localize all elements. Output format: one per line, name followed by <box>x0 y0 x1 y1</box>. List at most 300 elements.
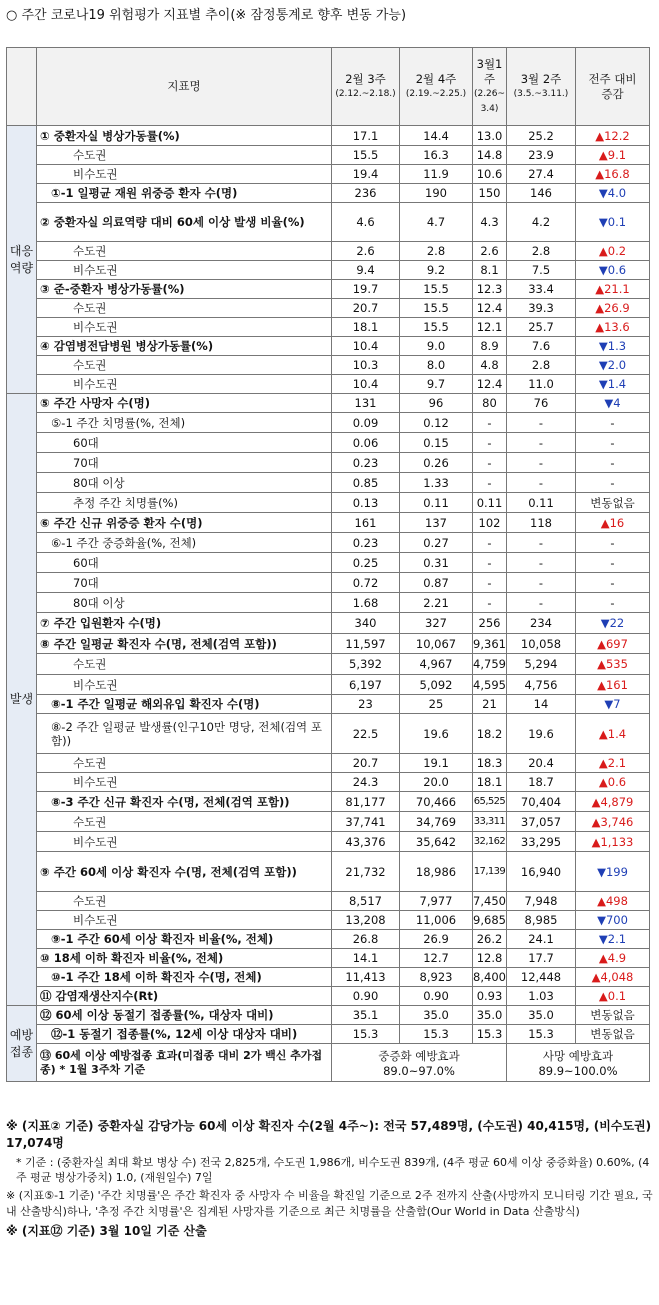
value-cell: 12.3 <box>473 280 507 299</box>
severe-prevention-title: 중증화 예방효과 <box>378 1048 460 1063</box>
value-cell: 7,450 <box>473 892 507 911</box>
value-cell: 18.7 <box>507 773 576 792</box>
value-cell: 26.2 <box>473 930 507 949</box>
value-cell: 150 <box>473 184 507 203</box>
value-cell: 70,466 <box>400 792 473 812</box>
change-cell: ▼0.6 <box>576 261 650 280</box>
table-row <box>7 533 650 553</box>
value-cell: 7,948 <box>507 892 576 911</box>
change-cell: ▲1.4 <box>576 714 650 754</box>
change-cell: 변동없음 <box>576 1006 650 1025</box>
value-cell: 1.03 <box>507 987 576 1006</box>
value-cell: 23.9 <box>507 146 576 165</box>
table-row <box>7 634 650 654</box>
change-cell: ▲697 <box>576 634 650 654</box>
value-cell: - <box>507 453 576 473</box>
value-cell: 4.2 <box>507 203 576 242</box>
value-cell: 11,597 <box>332 634 400 654</box>
value-cell: 7,977 <box>400 892 473 911</box>
value-cell: 12,448 <box>507 968 576 987</box>
value-cell: 256 <box>473 613 507 634</box>
table-row <box>7 553 650 573</box>
value-cell: 18.1 <box>332 318 400 337</box>
value-cell: 14.8 <box>473 146 507 165</box>
table-row <box>7 242 650 261</box>
change-cell: - <box>576 573 650 593</box>
value-cell: 20.7 <box>332 754 400 773</box>
row-label: ⑤ 주간 사망자 수(명) <box>37 394 332 413</box>
table-row <box>7 146 650 165</box>
value-cell: 2.6 <box>332 242 400 261</box>
value-cell: 15.3 <box>473 1025 507 1044</box>
change-cell: ▼7 <box>576 695 650 714</box>
value-cell: 19.6 <box>400 714 473 754</box>
value-cell: 1.33 <box>400 473 473 493</box>
value-cell: 39.3 <box>507 299 576 318</box>
value-cell: 80 <box>473 394 507 413</box>
value-cell: - <box>473 573 507 593</box>
value-cell: 5,392 <box>332 654 400 675</box>
value-cell: 146 <box>507 184 576 203</box>
row-label: 60대 <box>37 433 332 453</box>
table-row <box>7 1044 650 1082</box>
change-cell: 변동없음 <box>576 1025 650 1044</box>
note-fatality: ※ (지표⑤-1 기준) '주간 치명률'은 주간 확진자 중 사망자 수 비율을 확진일 기준으로 2주 전까지 산출(사망까지 모니터링 기간 필요, 국내 산출방식)하나, '추정 주간 치명률'은 집계된 사망자를 기준으로 최근 치명률을 산출함(Our World in Data 산출방식) <box>6 1189 653 1218</box>
value-cell: 0.11 <box>400 493 473 513</box>
value-cell: 21 <box>473 695 507 714</box>
value-cell: 12.4 <box>473 299 507 318</box>
value-cell: 0.90 <box>400 987 473 1006</box>
value-cell: - <box>473 553 507 573</box>
value-cell: 20.4 <box>507 754 576 773</box>
footnotes <box>6 1118 654 1243</box>
page-title: ○ 주간 코로나19 위험평가 지표별 추이(※ 잠정통계로 향후 변동 가능) <box>6 8 407 23</box>
value-cell: 9,685 <box>473 911 507 930</box>
table-row <box>7 261 650 280</box>
row-label: ⑨-1 주간 60세 이상 확진자 비율(%, 전체) <box>37 930 332 949</box>
value-cell: 0.23 <box>332 533 400 553</box>
value-cell: 81,177 <box>332 792 400 812</box>
table-row <box>7 413 650 433</box>
table-row <box>7 513 650 533</box>
change-cell: ▼22 <box>576 613 650 634</box>
value-cell: 6,197 <box>332 675 400 695</box>
value-cell: - <box>507 473 576 493</box>
category-occurrence: 발생 <box>7 394 37 1006</box>
row-label: ⑧-1 주간 일평균 해외유입 확진자 수(명) <box>37 695 332 714</box>
value-cell: 0.72 <box>332 573 400 593</box>
header-week-1: 2월 3주 (2.12.~2.18.) <box>332 48 400 126</box>
value-cell: 33,295 <box>507 832 576 852</box>
value-cell: 15.5 <box>400 318 473 337</box>
value-cell: 13,208 <box>332 911 400 930</box>
value-cell: 0.31 <box>400 553 473 573</box>
value-cell: 12.4 <box>473 375 507 394</box>
value-cell: 2.6 <box>473 242 507 261</box>
value-cell: 26.8 <box>332 930 400 949</box>
value-cell: 4,595 <box>473 675 507 695</box>
value-cell: 18.3 <box>473 754 507 773</box>
header-week-3: 3월1주 (2.26~3.4) <box>473 48 507 126</box>
value-cell: 15.5 <box>400 299 473 318</box>
value-cell: 25.7 <box>507 318 576 337</box>
change-cell: - <box>576 453 650 473</box>
note-criteria: * 기준 : (중환자실 최대 확보 병상 수) 전국 2,825개, 수도권 1,986개, 비수도권 839개, (4주 평균 60세 이상 중증화율) 0.60%, (4주 평균 병상가중치) 1.0, (재원일수) 7일 <box>16 1156 650 1184</box>
value-cell: 10,058 <box>507 634 576 654</box>
row-label: 수도권 <box>37 892 332 911</box>
value-cell: 25 <box>400 695 473 714</box>
value-cell: 161 <box>332 513 400 533</box>
value-cell: 15.5 <box>400 280 473 299</box>
change-cell: ▲12.2 <box>576 126 650 146</box>
value-cell: - <box>507 413 576 433</box>
table-row <box>7 832 650 852</box>
change-cell: ▲21.1 <box>576 280 650 299</box>
change-cell: ▲0.2 <box>576 242 650 261</box>
change-cell: - <box>576 553 650 573</box>
row-label: 수도권 <box>37 356 332 375</box>
value-cell: - <box>507 553 576 573</box>
value-cell: 18,986 <box>400 852 473 892</box>
table-row <box>7 930 650 949</box>
row-label: 60대 <box>37 553 332 573</box>
value-cell: 15.3 <box>507 1025 576 1044</box>
value-cell: 2.21 <box>400 593 473 613</box>
value-cell: 0.85 <box>332 473 400 493</box>
value-cell: 10.3 <box>332 356 400 375</box>
change-cell: ▼1.3 <box>576 337 650 356</box>
row-label: 비수도권 <box>37 375 332 394</box>
value-cell: - <box>507 593 576 613</box>
value-cell: 11,006 <box>400 911 473 930</box>
death-prevention-effect <box>507 1044 650 1082</box>
table-row <box>7 165 650 184</box>
value-cell: 11.0 <box>507 375 576 394</box>
change-cell: ▲0.6 <box>576 773 650 792</box>
value-cell: 0.11 <box>473 493 507 513</box>
value-cell: 0.15 <box>400 433 473 453</box>
row-label: ⑪ 감염재생산지수(Rt) <box>37 987 332 1006</box>
value-cell: 12.1 <box>473 318 507 337</box>
value-cell: 0.25 <box>332 553 400 573</box>
change-cell: ▼700 <box>576 911 650 930</box>
value-cell: 4.7 <box>400 203 473 242</box>
value-cell: - <box>507 533 576 553</box>
value-cell: 8.1 <box>473 261 507 280</box>
table-row <box>7 968 650 987</box>
value-cell: 15.5 <box>332 146 400 165</box>
value-cell: 16,940 <box>507 852 576 892</box>
row-label: ⑩-1 주간 18세 이하 확진자 수(명, 전체) <box>37 968 332 987</box>
value-cell: - <box>473 593 507 613</box>
row-label: 비수도권 <box>37 773 332 792</box>
value-cell: 4.6 <box>332 203 400 242</box>
table-row <box>7 473 650 493</box>
value-cell: 35,642 <box>400 832 473 852</box>
value-cell: - <box>473 413 507 433</box>
value-cell: 17,139 <box>473 852 507 892</box>
value-cell: - <box>473 453 507 473</box>
value-cell: 340 <box>332 613 400 634</box>
severe-prevention-effect <box>332 1044 507 1082</box>
category-vaccination: 예방 접종 <box>7 1006 37 1082</box>
header-indicator: 지표명 <box>37 48 332 126</box>
value-cell: 0.87 <box>400 573 473 593</box>
row-label: 비수도권 <box>37 675 332 695</box>
death-prevention-value: 89.9~100.0% <box>538 1063 618 1078</box>
change-cell: ▲1,133 <box>576 832 650 852</box>
value-cell: 0.26 <box>400 453 473 473</box>
value-cell: 13.0 <box>473 126 507 146</box>
value-cell: 2.8 <box>507 356 576 375</box>
table-row <box>7 433 650 453</box>
row-label: 비수도권 <box>37 911 332 930</box>
value-cell: 35.0 <box>507 1006 576 1025</box>
table-row <box>7 1006 650 1025</box>
row-label: 추정 주간 치명률(%) <box>37 493 332 513</box>
effect-row-label: ⑬ 60세 이상 예방접종 효과(미접종 대비 2가 백신 추가접종) * 1월 3주차 기준 <box>37 1044 332 1082</box>
value-cell: 12.7 <box>400 949 473 968</box>
table-row <box>7 318 650 337</box>
row-label: 비수도권 <box>37 165 332 184</box>
corner-cell <box>7 48 37 126</box>
change-cell: ▲13.6 <box>576 318 650 337</box>
death-prevention-title: 사망 예방효과 <box>542 1048 614 1063</box>
value-cell: 34,769 <box>400 812 473 832</box>
value-cell: 11,413 <box>332 968 400 987</box>
row-label: 수도권 <box>37 754 332 773</box>
value-cell: 33,311 <box>473 812 507 832</box>
value-cell: 14.4 <box>400 126 473 146</box>
value-cell: 5,294 <box>507 654 576 675</box>
row-label: ⑫ 60세 이상 동절기 접종률(%, 대상자 대비) <box>37 1006 332 1025</box>
value-cell: 0.27 <box>400 533 473 553</box>
change-cell: ▼0.1 <box>576 203 650 242</box>
value-cell: 70,404 <box>507 792 576 812</box>
value-cell: 8,517 <box>332 892 400 911</box>
table-row <box>7 892 650 911</box>
value-cell: 0.09 <box>332 413 400 433</box>
change-cell: - <box>576 413 650 433</box>
value-cell: 236 <box>332 184 400 203</box>
row-label: 70대 <box>37 453 332 473</box>
change-cell: - <box>576 533 650 553</box>
value-cell: 190 <box>400 184 473 203</box>
value-cell: 7.5 <box>507 261 576 280</box>
value-cell: 14.1 <box>332 949 400 968</box>
table-row <box>7 337 650 356</box>
table-row <box>7 852 650 892</box>
value-cell: 43,376 <box>332 832 400 852</box>
value-cell: 8.0 <box>400 356 473 375</box>
value-cell: 37,057 <box>507 812 576 832</box>
value-cell: 23 <box>332 695 400 714</box>
change-cell: 변동없음 <box>576 493 650 513</box>
change-cell: ▲4.9 <box>576 949 650 968</box>
value-cell: 0.06 <box>332 433 400 453</box>
change-cell: ▲2.1 <box>576 754 650 773</box>
table-row <box>7 654 650 675</box>
value-cell: 10.4 <box>332 375 400 394</box>
value-cell: 9.4 <box>332 261 400 280</box>
table-row <box>7 1025 650 1044</box>
change-cell: ▼199 <box>576 852 650 892</box>
value-cell: 9.0 <box>400 337 473 356</box>
row-label: 비수도권 <box>37 261 332 280</box>
value-cell: 1.68 <box>332 593 400 613</box>
row-label: 70대 <box>37 573 332 593</box>
table-row <box>7 695 650 714</box>
table-row <box>7 911 650 930</box>
value-cell: 10.6 <box>473 165 507 184</box>
row-label: 수도권 <box>37 299 332 318</box>
row-label: ⑨ 주간 60세 이상 확진자 수(명, 전체(검역 포함)) <box>37 852 332 892</box>
note-icu-capacity: ※ (지표② 기준) 중환자실 감당가능 60세 이상 확진자 수(2월 4주~): 전국 57,489명, (수도권) 40,415명, (비수도권) 17,074명 <box>6 1119 652 1150</box>
value-cell: 76 <box>507 394 576 413</box>
row-label: 비수도권 <box>37 832 332 852</box>
row-label: 수도권 <box>37 242 332 261</box>
value-cell: 17.7 <box>507 949 576 968</box>
value-cell: 4.3 <box>473 203 507 242</box>
table-row <box>7 792 650 812</box>
row-label: ① 중환자실 병상가동률(%) <box>37 126 332 146</box>
value-cell: 4,756 <box>507 675 576 695</box>
value-cell: 9.7 <box>400 375 473 394</box>
table-row <box>7 184 650 203</box>
row-label: 80대 이상 <box>37 473 332 493</box>
row-label: ⑩ 18세 이하 확진자 비율(%, 전체) <box>37 949 332 968</box>
value-cell: 35.0 <box>400 1006 473 1025</box>
row-label: 수도권 <box>37 146 332 165</box>
value-cell: 0.13 <box>332 493 400 513</box>
value-cell: 14 <box>507 695 576 714</box>
row-label: ⑫-1 동절기 접종률(%, 12세 이상 대상자 대비) <box>37 1025 332 1044</box>
table-row <box>7 375 650 394</box>
value-cell: 25.2 <box>507 126 576 146</box>
value-cell: 19.6 <box>507 714 576 754</box>
row-label: ② 중환자실 의료역량 대비 60세 이상 발생 비율(%) <box>37 203 332 242</box>
row-label: ⑧ 주간 일평균 확진자 수(명, 전체(검역 포함)) <box>37 634 332 654</box>
change-cell: ▲16 <box>576 513 650 533</box>
table-row <box>7 754 650 773</box>
value-cell: 102 <box>473 513 507 533</box>
value-cell: 15.3 <box>400 1025 473 1044</box>
value-cell: 24.1 <box>507 930 576 949</box>
table-row <box>7 773 650 792</box>
table-row <box>7 812 650 832</box>
change-cell: - <box>576 593 650 613</box>
value-cell: 20.7 <box>332 299 400 318</box>
table-row <box>7 593 650 613</box>
change-cell: ▲16.8 <box>576 165 650 184</box>
table-row <box>7 394 650 413</box>
row-label: ⑦ 주간 입원환자 수(명) <box>37 613 332 634</box>
value-cell: 131 <box>332 394 400 413</box>
value-cell: 26.9 <box>400 930 473 949</box>
change-cell: ▲9.1 <box>576 146 650 165</box>
value-cell: 4,759 <box>473 654 507 675</box>
category-response: 대응 역량 <box>7 126 37 394</box>
header-change: 전주 대비 증감 <box>576 48 650 126</box>
table-row <box>7 203 650 242</box>
row-label: ⑧-3 주간 신규 확진자 수(명, 전체(검역 포함)) <box>37 792 332 812</box>
value-cell: 9.2 <box>400 261 473 280</box>
change-cell: ▲0.1 <box>576 987 650 1006</box>
value-cell: 8,400 <box>473 968 507 987</box>
value-cell: 17.1 <box>332 126 400 146</box>
row-label: ⑥ 주간 신규 위중증 환자 수(명) <box>37 513 332 533</box>
change-cell: ▲498 <box>576 892 650 911</box>
change-cell: ▲3,746 <box>576 812 650 832</box>
value-cell: 18.1 <box>473 773 507 792</box>
value-cell: 19.7 <box>332 280 400 299</box>
change-cell: ▼1.4 <box>576 375 650 394</box>
row-label: ⑤-1 주간 치명률(%, 전체) <box>37 413 332 433</box>
value-cell: 9,361 <box>473 634 507 654</box>
value-cell: 19.1 <box>400 754 473 773</box>
table-row <box>7 573 650 593</box>
severe-prevention-value: 89.0~97.0% <box>383 1063 455 1078</box>
row-label: ⑥-1 주간 중증화율(%, 전체) <box>37 533 332 553</box>
value-cell: 2.8 <box>507 242 576 261</box>
change-cell: ▼2.1 <box>576 930 650 949</box>
change-cell: ▼2.0 <box>576 356 650 375</box>
change-cell: ▲4,048 <box>576 968 650 987</box>
value-cell: 0.12 <box>400 413 473 433</box>
value-cell: 4.8 <box>473 356 507 375</box>
value-cell: 96 <box>400 394 473 413</box>
value-cell: 0.93 <box>473 987 507 1006</box>
value-cell: - <box>507 433 576 453</box>
value-cell: - <box>473 473 507 493</box>
note-vaccination-date: ※ (지표⑫ 기준) 3월 10일 기준 산출 <box>6 1224 207 1238</box>
row-label: ⑧-2 주간 일평균 발생률(인구10만 명당, 전체(검역 포함)) <box>37 714 332 754</box>
risk-assessment-table <box>6 47 650 1082</box>
value-cell: 21,732 <box>332 852 400 892</box>
change-cell: - <box>576 433 650 453</box>
value-cell: 234 <box>507 613 576 634</box>
change-cell: ▼4 <box>576 394 650 413</box>
value-cell: 5,092 <box>400 675 473 695</box>
value-cell: 0.11 <box>507 493 576 513</box>
value-cell: 18.2 <box>473 714 507 754</box>
value-cell: 118 <box>507 513 576 533</box>
value-cell: 11.9 <box>400 165 473 184</box>
row-label: 비수도권 <box>37 318 332 337</box>
value-cell: - <box>473 533 507 553</box>
row-label: 수도권 <box>37 812 332 832</box>
value-cell: 10.4 <box>332 337 400 356</box>
row-label: ③ 준-중환자 병상가동률(%) <box>37 280 332 299</box>
value-cell: 2.8 <box>400 242 473 261</box>
table-row <box>7 356 650 375</box>
row-label: 80대 이상 <box>37 593 332 613</box>
change-cell: ▲161 <box>576 675 650 695</box>
value-cell: 12.8 <box>473 949 507 968</box>
row-label: ④ 감염병전담병원 병상가동률(%) <box>37 337 332 356</box>
value-cell: 4,967 <box>400 654 473 675</box>
value-cell: 7.6 <box>507 337 576 356</box>
change-cell: ▲535 <box>576 654 650 675</box>
table-row <box>7 299 650 318</box>
change-cell: - <box>576 473 650 493</box>
table-row <box>7 987 650 1006</box>
value-cell: 8,985 <box>507 911 576 930</box>
value-cell: 327 <box>400 613 473 634</box>
value-cell: 27.4 <box>507 165 576 184</box>
value-cell: 35.0 <box>473 1006 507 1025</box>
value-cell: 32,162 <box>473 832 507 852</box>
